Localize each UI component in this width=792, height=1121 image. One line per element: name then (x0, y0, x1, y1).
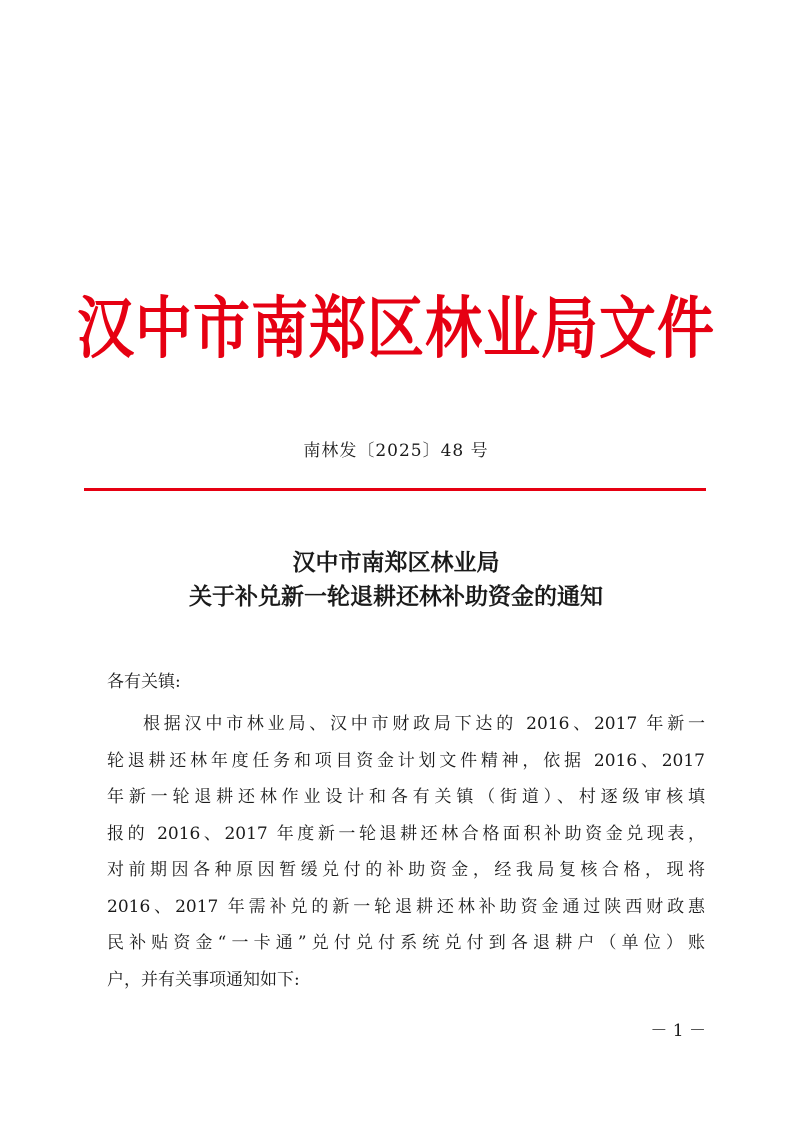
body-line: 民补贴资金“一卡通”兑付兑付系统兑付到各退耕户（单位）账 (107, 933, 705, 953)
body-line: 2016、2017 年需补兑的新一轮退耕还林补助资金通过陕西财政惠 (107, 896, 705, 917)
body-paragraph (107, 706, 705, 998)
body-line: 根据汉中市林业局、汉中市财政局下达的 2016、2017 年新一 (143, 714, 705, 734)
document-title (0, 546, 792, 614)
document-number: 南林发〔2025〕48 号 (303, 441, 489, 461)
body-line: 轮退耕还林年度任务和项目资金计划文件精神，依据 2016、2017 (107, 750, 705, 771)
body-line: 户，并有关事项通知如下: (107, 969, 300, 990)
body-line: 对前期因各种原因暂缓兑付的补助资金，经我局复核合格，现将 (107, 860, 705, 880)
body-line: 年新一轮退耕还林作业设计和各有关镇（街道）、村逐级审核填 (107, 787, 705, 807)
document-title-line-2: 关于补兑新一轮退耕还林补助资金的通知 (189, 583, 603, 610)
red-separator-rule (84, 488, 706, 491)
salutation: 各有关镇: (107, 672, 181, 692)
agency-masthead: 汉中市南郑区林业局文件 (77, 289, 715, 369)
document-title-line-1: 汉中市南郑区林业局 (292, 549, 500, 576)
body-line: 报的 2016、2017 年度新一轮退耕还林合格面积补助资金兑现表， (107, 823, 705, 844)
page-number: － 1 － (650, 1021, 706, 1041)
